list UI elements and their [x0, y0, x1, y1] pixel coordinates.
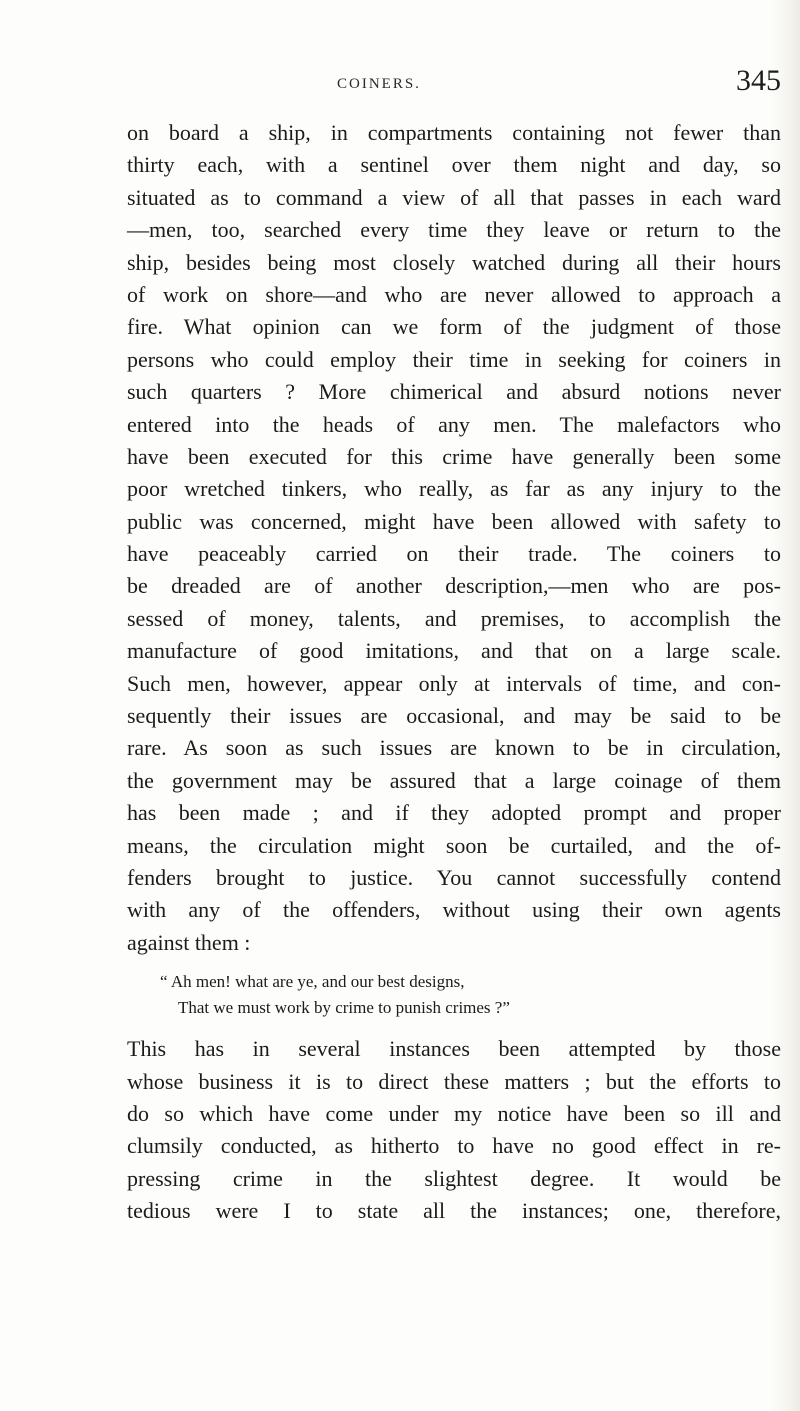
text-line: clumsily conducted, as hitherto to have no good effect in re-	[127, 1133, 781, 1159]
text-line: fenders brought to justice. You cannot successfully contend	[127, 864, 781, 890]
text-line: poor wretched tinkers, who really, as far as any injury to the	[127, 476, 781, 502]
text-line: manufacture of good imitations, and that on a large scale.	[127, 638, 781, 664]
quote-line: “ Ah men! what are ye, and our best designs,	[160, 972, 465, 992]
text-line: ship, besides being most closely watched during all their hours	[127, 249, 781, 275]
text-line: pressing crime in the slightest degree. It would be	[127, 1165, 781, 1191]
text-line: Such men, however, appear only at intervals of time, and con-	[127, 670, 781, 696]
text-line: against them :	[127, 929, 251, 955]
text-line: sessed of money, talents, and premises, to accomplish the	[127, 605, 781, 631]
text-line: with any of the offenders, without using their own agents	[127, 897, 781, 923]
text-line: have peaceably carried on their trade. The coiners to	[127, 541, 781, 567]
text-line: be dreaded are of another description,—men who are pos-	[127, 573, 781, 599]
body-text	[127, 117, 781, 1228]
text-line: thirty each, with a sentinel over them night and day, so	[127, 152, 781, 178]
text-line: fire. What opinion can we form of the judgment of those	[127, 314, 781, 340]
running-head	[127, 64, 781, 104]
text-line: the government may be assured that a large coinage of them	[127, 767, 781, 793]
text-line: such quarters ? More chimerical and absurd notions never	[127, 379, 781, 405]
text-line: This has in several instances been attempted by those	[127, 1036, 781, 1062]
verse-quotation	[160, 969, 720, 1021]
text-line: has been made ; and if they adopted prompt and proper	[127, 800, 781, 826]
text-line: have been executed for this crime have generally been some	[127, 443, 781, 469]
text-line: rare. As soon as such issues are known to be in circulation,	[127, 735, 781, 761]
text-line: public was concerned, might have been allowed with safety to	[127, 508, 781, 534]
text-line: tedious were I to state all the instances; one, therefore,	[127, 1198, 781, 1224]
text-line: persons who could employ their time in seeking for coiners in	[127, 346, 781, 372]
text-line: means, the circulation might soon be curtailed, and the of-	[127, 832, 781, 858]
text-line: situated as to command a view of all that passes in each ward	[127, 184, 781, 210]
text-line: on board a ship, in compartments containing not fewer than	[127, 120, 781, 145]
paragraph-2	[127, 1033, 781, 1227]
page-number: 345	[736, 64, 781, 97]
text-line: of work on shore—and who are never allowed to approach a	[127, 281, 781, 307]
text-line: entered into the heads of any men. The malefactors who	[127, 411, 781, 437]
text-line: sequently their issues are occasional, and may be said to be	[127, 703, 781, 729]
quote-line: That we must work by crime to punish crimes ?”	[178, 998, 510, 1018]
text-line: do so which have come under my notice have been so ill and	[127, 1100, 781, 1126]
text-line: whose business it is to direct these matters ; but the efforts to	[127, 1068, 781, 1094]
paragraph-1	[127, 117, 781, 959]
text-line: —men, too, searched every time they leave or return to the	[127, 217, 781, 243]
running-title: COINERS.	[337, 76, 421, 92]
